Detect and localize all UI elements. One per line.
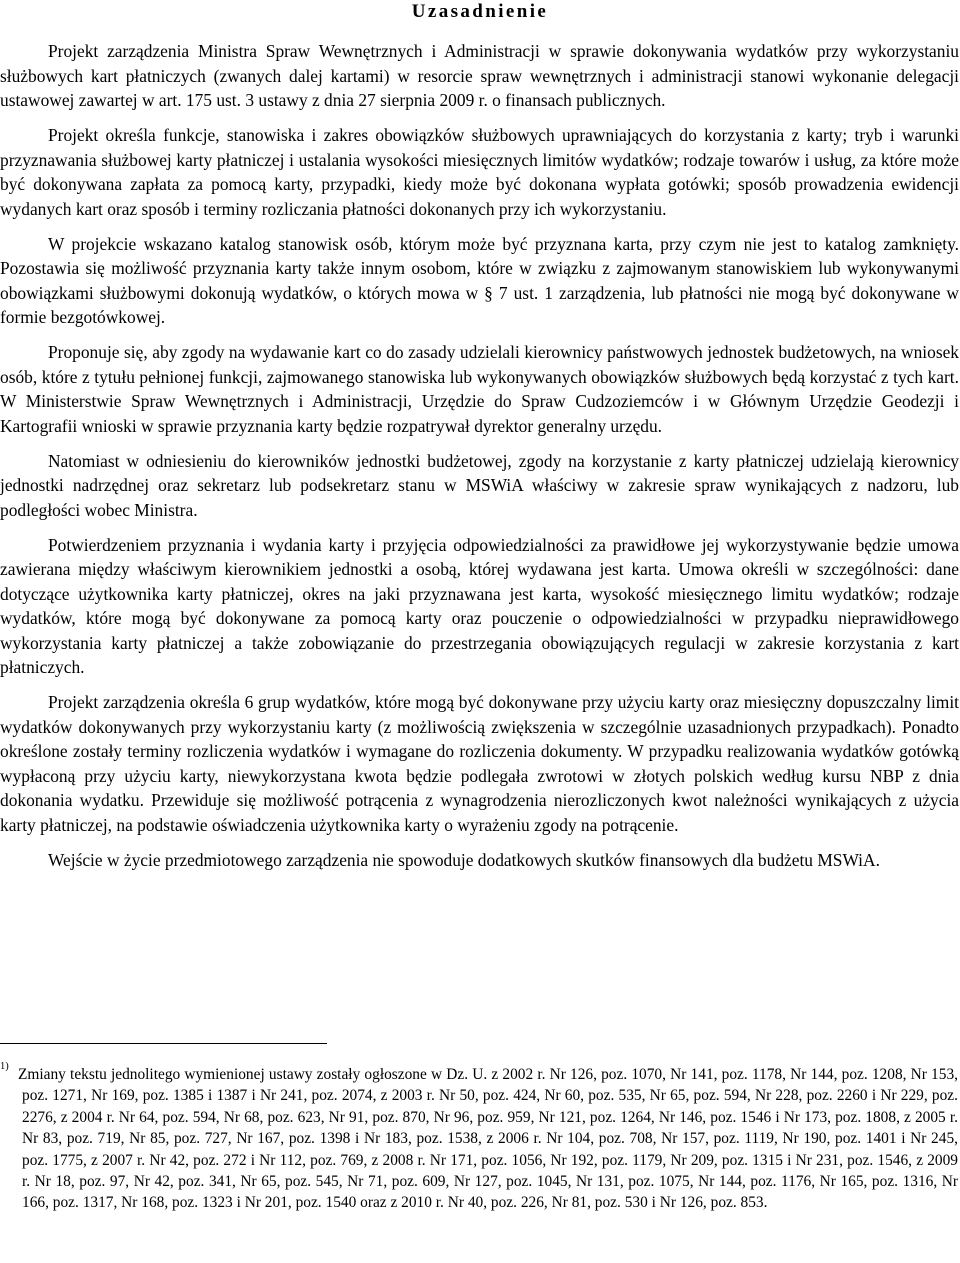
footnote-separator <box>0 1043 327 1044</box>
footnote <box>0 1061 958 1214</box>
paragraph-8: Wejście w życie przedmiotowego zarządzenia nie spowoduje dodatkowych skutków finansowych dla budżetu MSWiA. <box>48 849 880 870</box>
paragraph-3: W projekcie wskazano katalog stanowisk osób, którym może być przyznana karta, przy czym nie jest to katalog zamknięty. Pozostawia się możliwość przyznania karty także innym osobom, które w związku z zajmowanym stanowiskiem lub wykonywanymi obowiązkami służbowymi dokonują wydatków, o których mowa w § 7 ust. 1 zarządzenia, lub płatności nie mogą być dokonywane w formie bezgotówkowej. <box>0 233 959 327</box>
paragraph-4: Proponuje się, aby zgody na wydawanie kart co do zasady udzielali kierownicy państwowych jednostek budżetowych, na wniosek osób, które z tytułu pełnionej funkcji, zajmowanego stanowiska lub wykonywanych obowiązków służbowych będą korzystać z tych kart. W Ministerstwie Spraw Wewnętrznych i Administracji, Urzędzie do Spraw Cudzoziemców i w Głównym Urzędzie Geodezji i Kartografii wnioski w sprawie przyznania karty będzie rozpatrywał dyrektor generalny urzędu. <box>0 342 959 436</box>
document-title: Uzasadnienie <box>411 1 549 22</box>
paragraph-5: Natomiast w odniesieniu do kierowników jednostki budżetowej, zgody na korzystanie z karty płatniczej udzielają kierownicy jednostki nadrzędnej oraz sekretarz lub podsekretarz stanu w MSWiA właściwy w zakresie spraw wynikających z nadzoru, lub podległości wobec Ministra. <box>0 450 959 520</box>
paragraph-1: Projekt zarządzenia Ministra Spraw Wewnętrznych i Administracji w sprawie dokonywania wydatków przy wykorzystaniu służbowych kart płatniczych (zwanych dalej kartami) w resorcie spraw wewnętrznych i administracji stanowi wykonanie delegacji ustawowej zawartej w art. 175 ust. 3 ustawy z dnia 27 sierpnia 2009 r. o finansach publicznych. <box>0 41 959 110</box>
footnote-marker: 1) <box>0 1061 9 1072</box>
paragraph-7: Projekt zarządzenia określa 6 grup wydatków, które mogą być dokonywane przy użyciu karty oraz miesięczny dopuszczalny limit wydatków dokonywanych przy wykorzystaniu karty (z możliwością zwiększenia w szczególnie uzasadnionych przypadkach). Ponadto określone zostały terminy rozliczenia wydatków i wymagane do rozliczenia dokumenty. W przypadku realizowania wydatków gotówką wypłaconą przy użyciu karty, niewykorzystana kwota będzie podlegała zwrotowi w złotych polskich według kursu NBP z dnia dokonania wydatku. Przewiduje się możliwość potrącenia z wynagrodzenia nierozliczonych kwot należności wynikających z użycia karty płatniczej, na podstawie oświadczenia użytkownika karty o wyrażeniu zgody na potrącenie. <box>0 692 959 835</box>
paragraph-2: Projekt określa funkcje, stanowiska i zakres obowiązków służbowych uprawniających do korzystania z karty; tryb i warunki przyznawania służbowej karty płatniczej i ustalania wysokości miesięcznych limitów wydatków; rodzaje towarów i usług, za które może być dokonywana zapłata za pomocą karty, przypadki, kiedy może być dokonana wypłata gotówki; sposób prowadzenia ewidencji wydanych kart oraz sposób i terminy rozliczania płatności dokonanych przy ich wykorzystaniu. <box>0 125 959 219</box>
footnote-text: Zmiany tekstu jednolitego wymienionej ustawy zostały ogłoszone w Dz. U. z 2002 r. Nr 126, poz. 1070, Nr 141, poz. 1178, Nr 144, poz. 1208, Nr 153, poz. 1271, Nr 169, poz. 1385 i 1387 i Nr 241, poz. 2074, z 2003 r. Nr 50, poz. 424, Nr 60, poz. 535, Nr 65, poz. 594, Nr 228, poz. 2260 i Nr 229, poz. 2276, z 2004 r. Nr 64, poz. 594, Nr 68, poz. 623, Nr 91, poz. 870, Nr 96, poz. 959, Nr 121, poz. 1264, Nr 146, poz. 1546 i Nr 173, poz. 1808, z 2005 r. Nr 83, poz. 719, Nr 85, poz. 727, Nr 167, poz. 1398 i Nr 183, poz. 1538, z 2006 r. Nr 104, poz. 708, Nr 157, poz. 1119, Nr 190, poz. 1401 i Nr 245, poz. 1775, z 2007 r. Nr 42, poz. 272 i Nr 112, poz. 769, z 2008 r. Nr 171, poz. 1056, Nr 192, poz. 1179, Nr 209, poz. 1315 i Nr 231, poz. 1546, z 2009 r. Nr 18, poz. 97, Nr 42, poz. 341, Nr 65, poz. 545, Nr 71, poz. 609, Nr 127, poz. 1045, Nr 131, poz. 1075, Nr 144, poz. 1176, Nr 165, poz. 1316, Nr 166, poz. 1317, Nr 168, poz. 1323 i Nr 201, poz. 1540 oraz z 2010 r. Nr 40, poz. 226, Nr 81, poz. 530 i Nr 126, poz. 853. <box>18 1066 958 1212</box>
paragraph-6: Potwierdzeniem przyznania i wydania karty i przyjęcia odpowiedzialności za prawidłowe jej wykorzystywanie będzie umowa zawierana między właściwym kierownikiem jednostki a osobą, której wydawana jest karta. Umowa określi w szczególności: dane dotyczące użytkownika karty płatniczej, okres na jaki przyznawana jest karta, wysokość miesięcznego limitu wydatków; rodzaje wydatków, które mogą być dokonywane za pomocą karty oraz pouczenie o odpowiedzialności w przypadku nieprawidłowego wykorzystania karty płatniczej a także zobowiązanie do przestrzegania obowiązujących regulacji w zakresie korzystania z kart płatniczych. <box>0 534 959 677</box>
document-body <box>0 39 959 883</box>
